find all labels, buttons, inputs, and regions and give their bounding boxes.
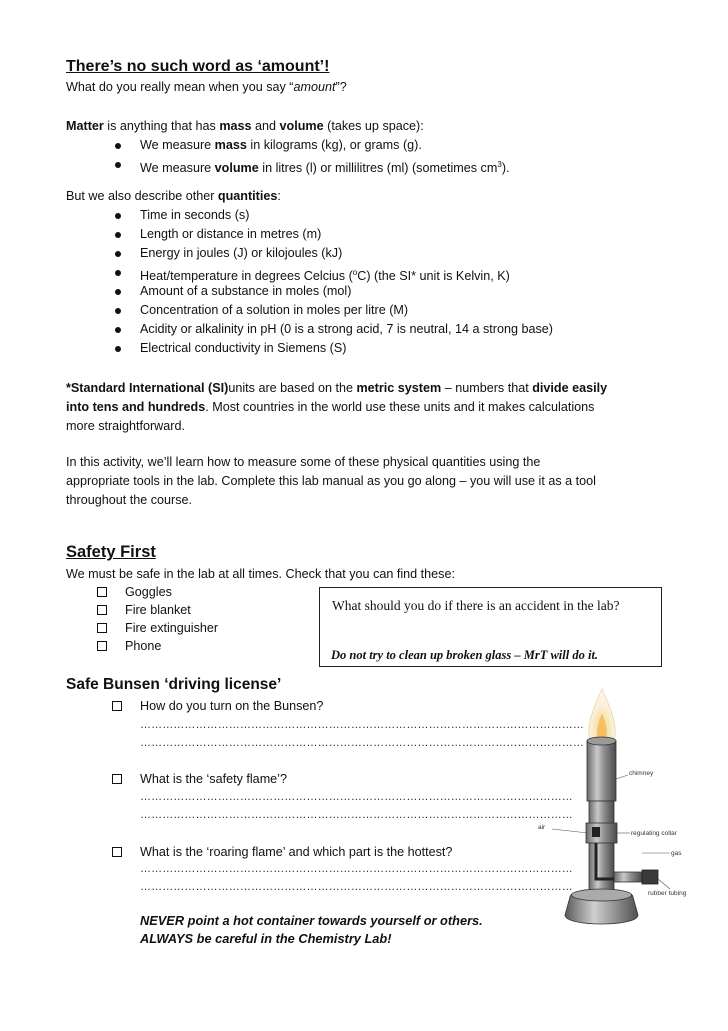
checkbox[interactable] [97, 641, 107, 651]
question-text: What is the ‘safety flame’? [140, 772, 287, 786]
rubber-tubing [642, 870, 658, 884]
si-l2b: . Most countries in the world use these units and it makes calculations [205, 400, 595, 414]
quantity-item-heat [113, 263, 553, 282]
label-air: air [538, 824, 546, 831]
q-intro-bold: quantities [217, 189, 278, 203]
si-l2a: into tens and hundreds [66, 400, 206, 414]
heat-post: C) (the SI* unit is Kelvin, K) [357, 269, 510, 284]
safety-intro: We must be safe in the lab at all times. Check that you can find these: [66, 567, 455, 581]
checkbox[interactable] [97, 623, 107, 633]
quantity-item: Electrical conductivity in Siemens (S) [113, 339, 553, 358]
answer-line[interactable]: ………………………………………………………………………………………………………… [140, 719, 584, 731]
b2-bold: volume [214, 161, 259, 176]
quantity-item: Concentration of a solution in moles per litre (M) [113, 301, 553, 320]
safety-item-label: Fire blanket [125, 603, 191, 617]
b2-end: ). [501, 161, 510, 176]
chimney-tube [587, 741, 616, 801]
quantity-item: Length or distance in metres (m) [113, 225, 553, 244]
b1-post: in kilograms (kg), or grams (g). [246, 138, 422, 152]
checkbox[interactable] [112, 701, 122, 711]
intro-question-post: ”? [335, 80, 347, 94]
label-chimney: chimney [629, 770, 654, 777]
label-rubber-tubing: rubber tubing [648, 890, 687, 897]
callout-answer: Do not try to clean up broken glass – MrT will do it. [331, 648, 599, 662]
quantity-item: Amount of a substance in moles (mol) [113, 282, 553, 301]
matter-bullets [113, 136, 510, 174]
matter-volume: volume [279, 119, 324, 133]
matter-term: Matter [66, 119, 104, 133]
safety-item-label: Phone [125, 639, 162, 653]
matter-definition [66, 119, 424, 133]
activity-paragraph [66, 453, 656, 510]
quantity-item: Acidity or alkalinity in pH (0 is a strong acid, 7 is neutral, 14 a strong base) [113, 320, 553, 339]
checkbox[interactable] [97, 605, 107, 615]
warning-always: ALWAYS be careful in the Chemistry Lab! [140, 931, 392, 946]
regulating-collar [586, 823, 617, 843]
activity-line-1: In this activity, we’ll learn how to measure some of these physical quantities using the [66, 455, 541, 469]
si-p2: units are based on the [228, 381, 357, 395]
label-gas: gas [671, 850, 682, 857]
matter-t4: and [251, 119, 280, 133]
warning-never: NEVER point a hot container towards yourself or others. [140, 913, 483, 928]
bunsen-burner-diagram [530, 683, 698, 945]
activity-line-2: appropriate tools in the lab. Complete this lab manual as you go along – you will use it as a tool [66, 474, 596, 488]
si-line-3: more straightforward. [66, 419, 185, 433]
checkbox[interactable] [112, 774, 122, 784]
matter-mass: mass [219, 119, 252, 133]
heat-pre: Heat/temperature in degrees Celcius ( [140, 269, 353, 284]
b2-pre: We measure [140, 161, 215, 176]
si-line-1 [66, 379, 656, 398]
answer-line[interactable]: ……………………………………………………………………………………………………… [140, 809, 573, 821]
page-title: There’s no such word as ‘amount’! [66, 58, 330, 75]
safety-item-label: Goggles [125, 585, 172, 599]
quantities-list [113, 206, 553, 358]
matter-bullet-volume [113, 155, 510, 174]
si-p5: divide easily [532, 381, 608, 395]
quantities-intro [66, 189, 281, 203]
intro-question [66, 80, 347, 94]
si-line-2 [66, 398, 656, 417]
matter-t2: is anything that has [103, 119, 220, 133]
b1-pre: We measure [140, 138, 215, 152]
b2-sup: 3 [497, 160, 502, 169]
si-p1: *Standard International (SI) [66, 381, 229, 395]
si-paragraph [66, 379, 656, 436]
activity-line-3: throughout the course. [66, 493, 193, 507]
quantity-item: Energy in joules (J) or kilojoules (kJ) [113, 244, 553, 263]
answer-line[interactable]: ………………………………………………………………………………………………………… [140, 737, 584, 749]
si-p4: – numbers that [441, 381, 533, 395]
q-intro-pre: But we also describe other [66, 189, 218, 203]
accident-callout-box [319, 587, 662, 667]
quantity-item: Time in seconds (s) [113, 206, 553, 225]
answer-line[interactable]: ……………………………………………………………………………………………………… [140, 881, 573, 893]
b1-bold: mass [214, 138, 247, 152]
safety-title: Safety First [66, 543, 156, 561]
bunsen-title: Safe Bunsen ‘driving license’ [66, 676, 282, 693]
callout-question: What should you do if there is an accident in the lab? [332, 598, 620, 613]
answer-line[interactable]: ……………………………………………………………………………………………………… [140, 863, 573, 875]
matter-bullet-mass [113, 136, 510, 155]
checkbox[interactable] [112, 847, 122, 857]
safety-item-label: Fire extinguisher [125, 621, 219, 635]
gas-inlet [614, 872, 642, 882]
checkbox[interactable] [97, 587, 107, 597]
b2-post: in litres (l) or millilitres (ml) (sometimes cm [258, 161, 498, 176]
intro-question-pre: What do you really mean when you say “ [66, 80, 294, 94]
label-regulating-collar: regulating collar [631, 830, 677, 837]
si-p3: metric system [356, 381, 442, 395]
question-text: How do you turn on the Bunsen? [140, 699, 324, 713]
q-intro-post: : [277, 189, 281, 203]
intro-question-em: amount [293, 80, 336, 94]
answer-line[interactable]: ……………………………………………………………………………………………………… [140, 791, 573, 803]
heat-sup: o [352, 268, 358, 277]
matter-t6: (takes up space): [323, 119, 424, 133]
question-text: What is the ‘roaring flame’ and which part is the hottest? [140, 845, 453, 859]
